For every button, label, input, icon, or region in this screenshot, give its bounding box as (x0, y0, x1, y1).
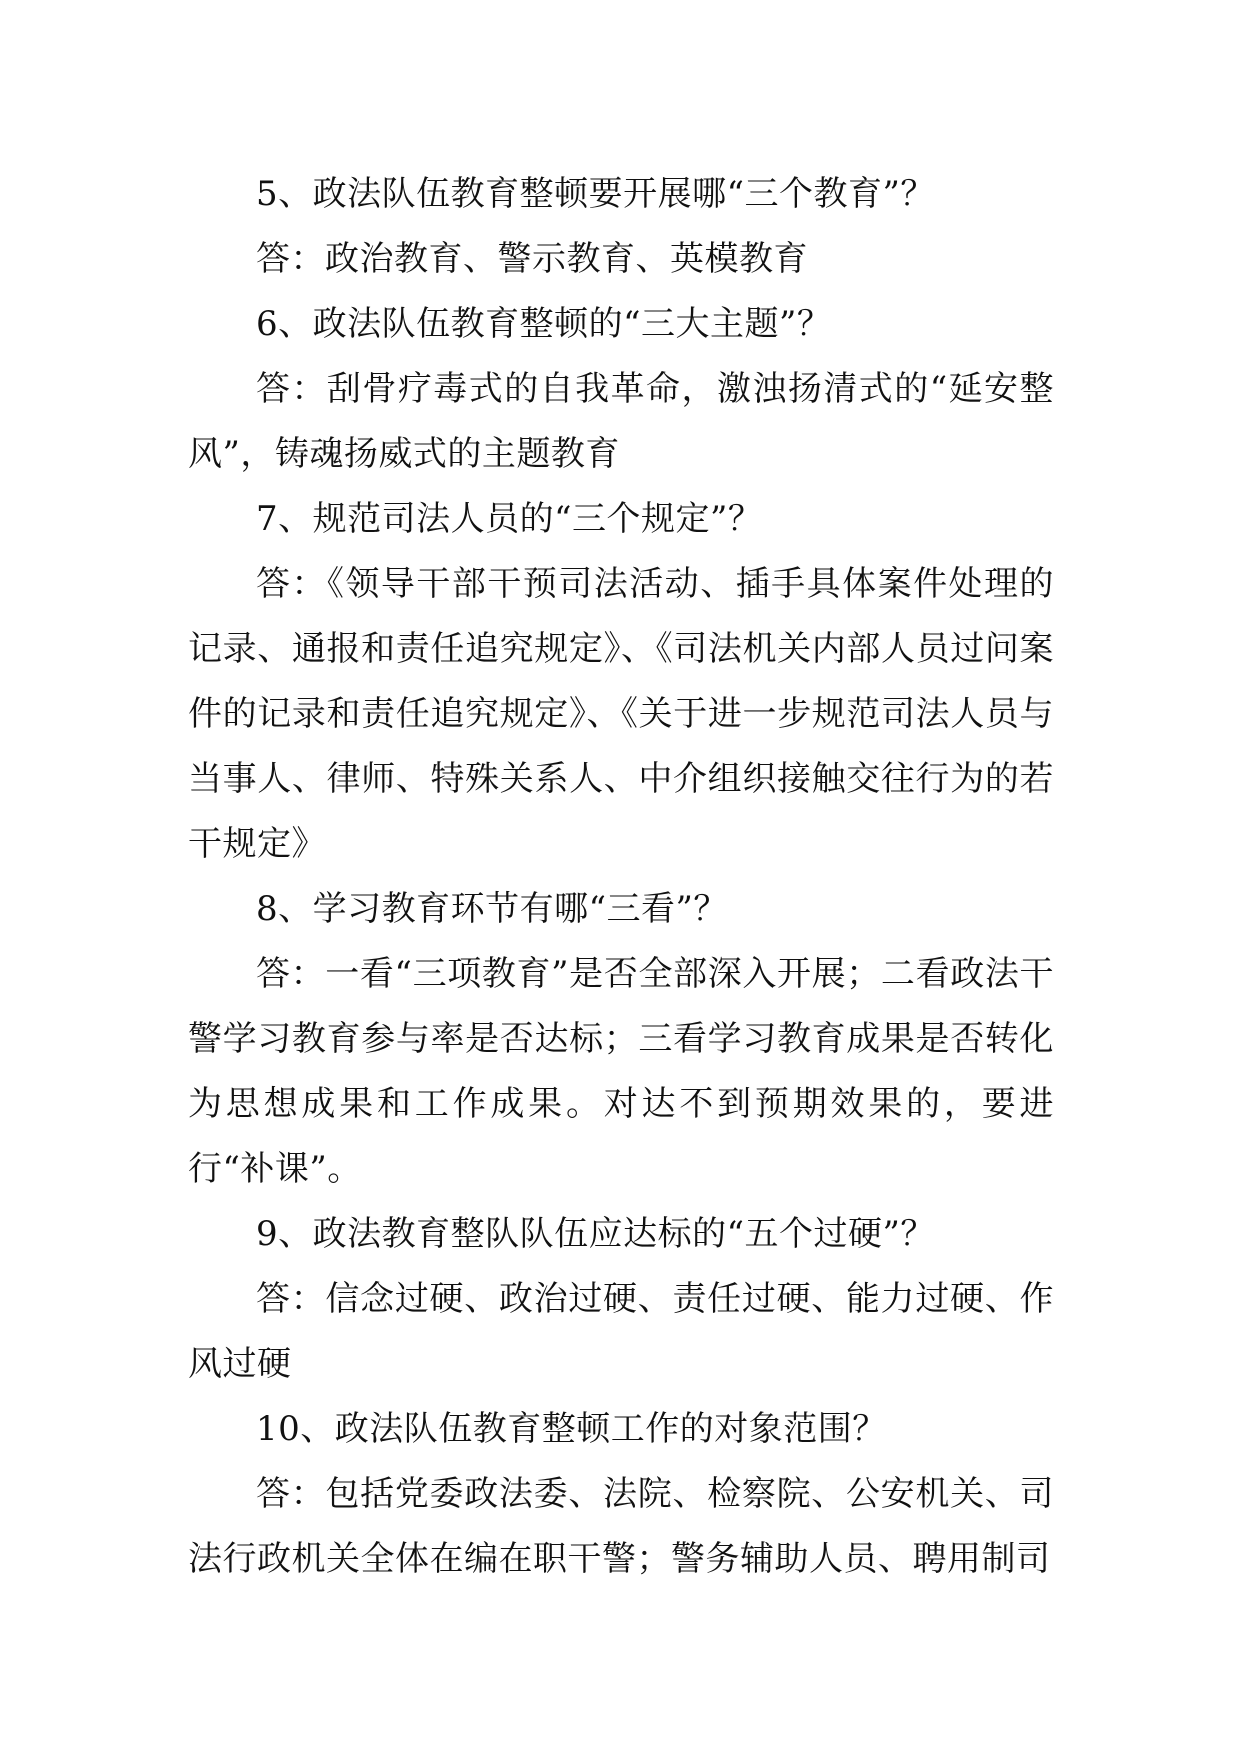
answer-5: 答：政治教育、警示教育、英模教育 (256, 239, 808, 279)
question-5: 5、政法队伍教育整顿要开展哪“三个教育”？ (256, 174, 935, 214)
answer-10: 答：包括党委政法委、法院、检察院、公安机关、司法行政机关全体在编在职干警；警务辅助人员、聘用制司 (188, 1474, 1054, 1579)
document-body (188, 162, 1054, 1592)
answer-7: 答：《领导干部干预司法活动、插手具体案件处理的记录、通报和责任追究规定》、《司法机关内部人员过问案件的记录和责任追究规定》、《关于进一步规范司法人员与当事人、律师、特殊关系人、中介组织接触交往行为的若干规定》 (188, 564, 1054, 864)
question-9: 9、政法教育整队队伍应达标的“五个过硬”？ (256, 1214, 935, 1254)
question-7: 7、规范司法人员的“三个规定”？ (256, 499, 763, 539)
answer-6: 答：刮骨疗毒式的自我革命，激浊扬清式的“延安整风”，铸魂扬威式的主题教育 (188, 369, 1054, 474)
answer-9: 答：信念过硬、政治过硬、责任过硬、能力过硬、作风过硬 (188, 1279, 1054, 1384)
answer-8: 答：一看“三项教育”是否全部深入开展；二看政法干警学习教育参与率是否达标；三看学习教育成果是否转化为思想成果和工作成果。对达不到预期效果的，要进行“补课”。 (188, 954, 1054, 1189)
question-8: 8、学习教育环节有哪“三看”？ (256, 889, 728, 929)
question-6: 6、政法队伍教育整顿的“三大主题”？ (256, 304, 832, 344)
question-10: 10、政法队伍教育整顿工作的对象范围？ (256, 1409, 887, 1449)
